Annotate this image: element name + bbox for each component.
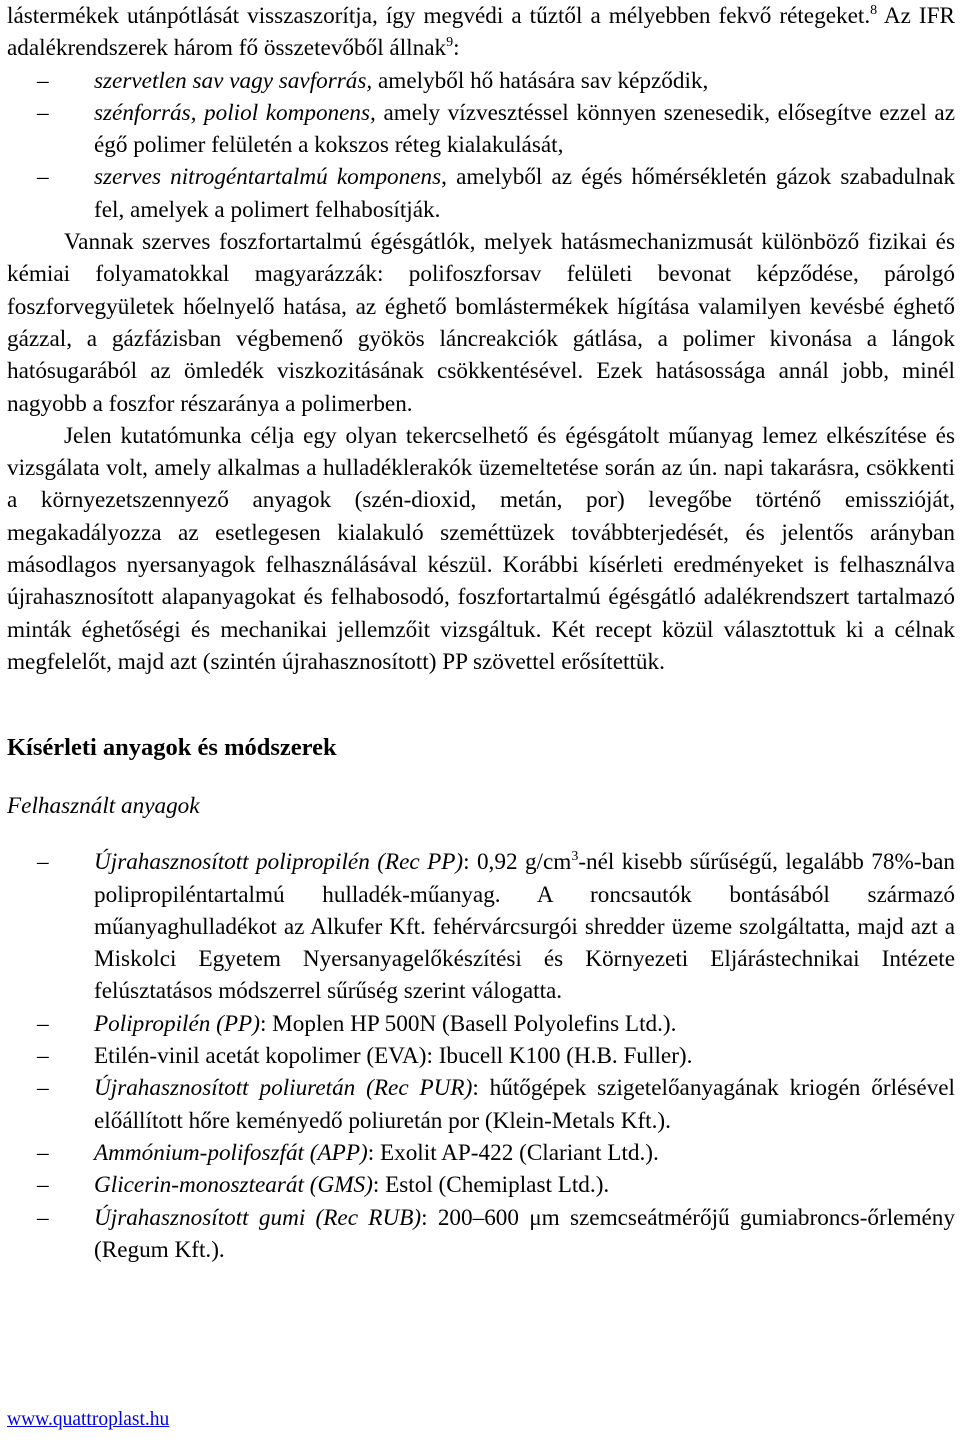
list-item: – Ammónium-polifoszfát (APP): Exolit AP-422 (Clariant Ltd.).	[7, 1137, 955, 1169]
document-page	[7, 0, 955, 1266]
list-item: – szénforrás, poliol komponens, amely vízvesztéssel könnyen szenesedik, elősegítve ezzel az égő polimer felületén a kokszos réteg kialakulását,	[7, 97, 955, 162]
intro-text-2: Az IFR adalékrendszerek három fő összetevőből állnak	[7, 3, 956, 62]
list-item: – Újrahasznosított poliuretán (Rec PUR): hűtőgépek szigetelőanyagának kriogén őrlésével előállított hőre keményedő poliuretán por (Klein-Metals Kft.).	[7, 1072, 955, 1137]
footnote-ref-8: 8	[870, 3, 878, 18]
list-item: – Glicerin-monosztearát (GMS): Estol (Chemiplast Ltd.).	[7, 1169, 955, 1201]
subsection-title: Felhasznált anyagok	[7, 793, 200, 820]
list-item: – szerves nitrogéntartalmú komponens, amelyből az égés hőmérsékletén gázok szabadulnak fel, amelyek a polimert felhabosítják.	[7, 161, 955, 226]
list-item: – Újrahasznosított polipropilén (Rec PP): 0,92 $g/cm^3$-nél kisebb sűrűségű, legalább 78%-ban polipropiléntartalmú hulladék-műanyag. A roncsautók bontásából származó műanyaghulladékot az Alkufer Kft. fehérvárcsurgói shredder üzeme szolgáltatta, majd azt a Miskolci Egyetem Nyersanyagelőkészítési és Környezeti Eljárástechnikai Intézete felúsztatásos módszerrel sűrűség szerint válogatta.	[7, 846, 955, 1007]
footnote-ref-9: 9	[446, 35, 454, 51]
intro-text-end: :	[453, 35, 460, 62]
intro-text: lástermékek utánpótlását visszaszorítja, így megvédi a tűztől a mélyebben fekvő rétegeket.	[7, 3, 871, 29]
intro-paragraph	[7, 0, 955, 65]
section-title: Kísérleti anyagok és módszerek	[7, 734, 337, 762]
paragraph-mechanism: Vannak szerves foszfortartalmú égésgátlók, melyek hatásmechanizmusát különböző fizikai és kémiai folyamatokkal magyarázzák: polifoszforsav felületi bevonat képződése, párolgó foszforvegyületek hőelnyelő hatása, az éghető bomlástermékek hígítása valamilyen kevésbé éghető gázzal, a gázfázisban végbemenő gyökös láncreakciók gátlása, a polimer kivonása a lángok hatósugarából az ömledék viszkozitásának csökkentésével. Ezek hatásossága annál jobb, minél nagyobb a foszfor részaránya a polimerben.	[7, 229, 955, 417]
materials-list	[7, 846, 955, 1266]
list-item: – Polipropilén (PP): Moplen HP 500N (Basell Polyolefins Ltd.).	[7, 1008, 955, 1040]
component-list	[7, 65, 955, 226]
list-item: – szervetlen sav vagy savforrás, amelyből hő hatására sav képződik,	[7, 65, 955, 97]
list-item: – Etilén-vinil acetát kopolimer (EVA): Ibucell K100 (H.B. Fuller).	[7, 1040, 955, 1072]
paragraph-objective: Jelen kutatómunka célja egy olyan tekercselhető és égésgátolt műanyag lemez elkészítése és vizsgálata volt, amely alkalmas a hulladéklerakók üzemeltetése során az ún. napi takarásra, csökkenti a környezetszennyező anyagok (szén-dioxid, metán, por) levegőbe történő emisszióját, megakadályozza az esetlegesen kialakuló szeméttüzek továbbterjedését, és jelentős arányban másodlagos nyersanyagok felhasználásával készül. Korábbi kísérleti eredményeket is felhasználva újrahasznosított alapanyagokat és felhabosodó, foszfortartalmú égésgátló adalékrendszert tartalmazó minták éghetőségi és mechanikai jellemzőit vizsgáltuk. Két recept közül választottuk ki a célnak megfelelőt, majd azt (szintén újrahasznosított) PP szövettel erősítettük.	[7, 422, 955, 675]
list-item: – Újrahasznosított gumi (Rec RUB): 200–600 μm szemcseátmérőjű gumiabroncs-őrlemény (Regum Kft.).	[7, 1202, 955, 1267]
footer-website-link[interactable]: www.quattroplast.hu	[7, 1409, 170, 1430]
